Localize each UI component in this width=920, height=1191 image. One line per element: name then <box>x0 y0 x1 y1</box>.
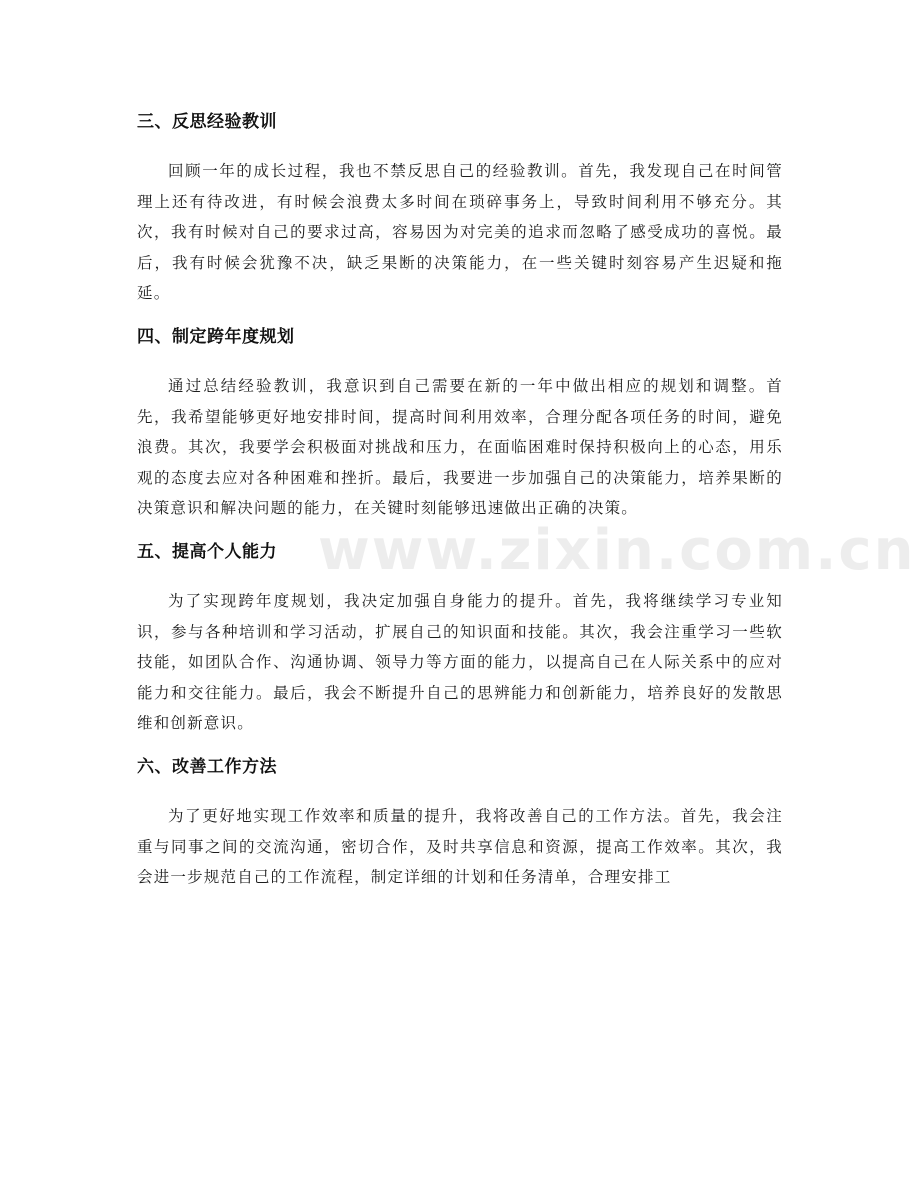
section-planning <box>137 325 783 524</box>
section-paragraph: 为了更好地实现工作效率和质量的提升，我将改善自己的工作方法。首先，我会注重与同事之间的交流沟通，密切合作，及时共享信息和资源，提高工作效率。其次，我会进一步规范自己的工作流程，制定详细的计划和任务清单，合理安排工 <box>137 806 783 887</box>
section-paragraph: 为了实现跨年度规划，我决定加强自身能力的提升。首先，我将继续学习专业知识，参与各种培训和学习活动，扩展自己的知识面和技能。其次，我会注重学习一些软技能，如团队合作、沟通协调、领导力等方面的能力，以提高自己在人际关系中的应对能力和交往能力。最后，我会不断提升自己的思辨能力和创新能力，培养良好的发散思维和创新意识。 <box>137 591 783 733</box>
section-heading: 六、改善工作方法 <box>137 756 277 777</box>
document-body <box>137 100 783 909</box>
section-paragraph: 通过总结经验教训，我意识到自己需要在新的一年中做出相应的规划和调整。首先，我希望能够更好地安排时间，提高时间利用效率，合理分配各项任务的时间，避免浪费。其次，我要学会积极面对挑战和压力，在面临困难时保持积极向上的心态，用乐观的态度去应对各种困难和挫折。最后，我要进一步加强自己的决策能力，培养果断的决策意识和解决问题的能力，在关键时刻能够迅速做出正确的决策。 <box>137 376 783 518</box>
section-paragraph: 回顾一年的成长过程，我也不禁反思自己的经验教训。首先，我发现自己在时间管理上还有待改进，有时候会浪费太多时间在琐碎事务上，导致时间利用不够充分。其次，我有时候对自己的要求过高，容易因为对完美的追求而忽略了感受成功的喜悦。最后，我有时候会犹豫不决，缺乏果断的决策能力，在一些关键时刻容易产生迟疑和拖延。 <box>137 162 783 303</box>
section-ability <box>137 540 783 739</box>
section-reflection <box>137 110 783 309</box>
section-heading: 四、制定跨年度规划 <box>137 326 295 347</box>
section-heading: 五、提高个人能力 <box>137 541 277 562</box>
section-methods <box>137 755 783 893</box>
watermark: www.zixin.com.cn <box>318 518 916 583</box>
section-heading: 三、反思经验教训 <box>137 112 277 132</box>
